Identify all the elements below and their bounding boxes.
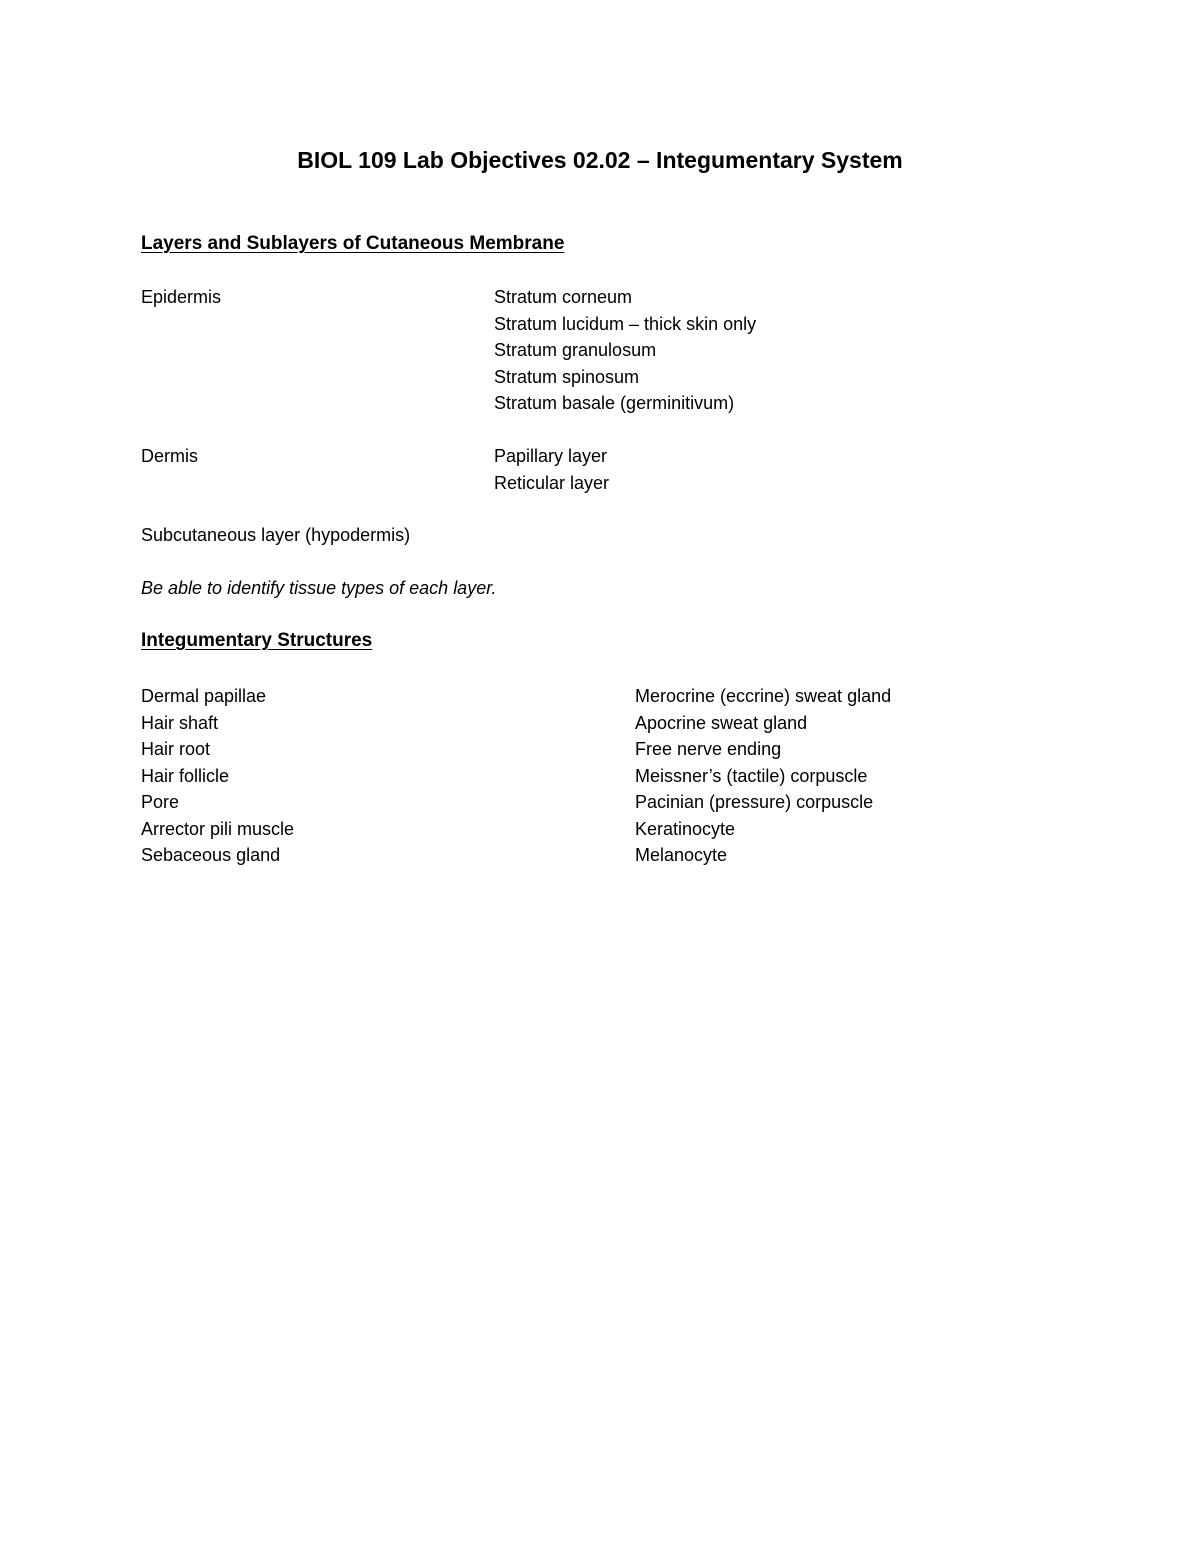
list-item: Dermal papillae <box>141 686 267 706</box>
structures-left-list <box>141 683 294 869</box>
list-item: Apocrine sweat gland <box>635 712 808 733</box>
tissue-note: Be able to identify tissue types of each layer. <box>141 578 497 598</box>
list-item: Stratum corneum <box>494 287 633 307</box>
list-item: Hair shaft <box>141 712 219 733</box>
list-item: Pore <box>141 792 180 812</box>
section-heading-layers: Layers and Sublayers of Cutaneous Membrane <box>141 233 565 254</box>
subcutaneous-label: Subcutaneous layer (hypodermis) <box>141 525 411 545</box>
epidermis-label: Epidermis <box>141 287 222 307</box>
dermis-sublayer-list <box>494 443 609 496</box>
list-item: Stratum basale (germinitivum) <box>494 393 735 413</box>
list-item: Pacinian (pressure) corpuscle <box>635 792 874 812</box>
list-item: Melanocyte <box>635 845 728 865</box>
list-item: Stratum granulosum <box>494 340 657 360</box>
dermis-label: Dermis <box>141 446 198 466</box>
list-item: Sebaceous gland <box>141 845 281 865</box>
structures-right-list <box>635 683 891 869</box>
list-item: Reticular layer <box>494 472 610 493</box>
epidermis-sublayer-list <box>494 284 756 417</box>
list-item: Hair follicle <box>141 765 230 786</box>
list-item: Keratinocyte <box>635 818 736 839</box>
list-item: Hair root <box>141 739 211 759</box>
list-item: Merocrine (eccrine) sweat gland <box>635 686 892 706</box>
list-item: Arrector pili muscle <box>141 818 295 839</box>
page-title: BIOL 109 Lab Objectives 02.02 – Integumentary System <box>297 147 903 173</box>
list-item: Free nerve ending <box>635 739 782 759</box>
list-item: Meissner’s (tactile) corpuscle <box>635 765 868 786</box>
list-item: Papillary layer <box>494 446 608 466</box>
list-item: Stratum lucidum – thick skin only <box>494 313 757 334</box>
list-item: Stratum spinosum <box>494 366 640 387</box>
section-heading-structures: Integumentary Structures <box>141 630 373 651</box>
